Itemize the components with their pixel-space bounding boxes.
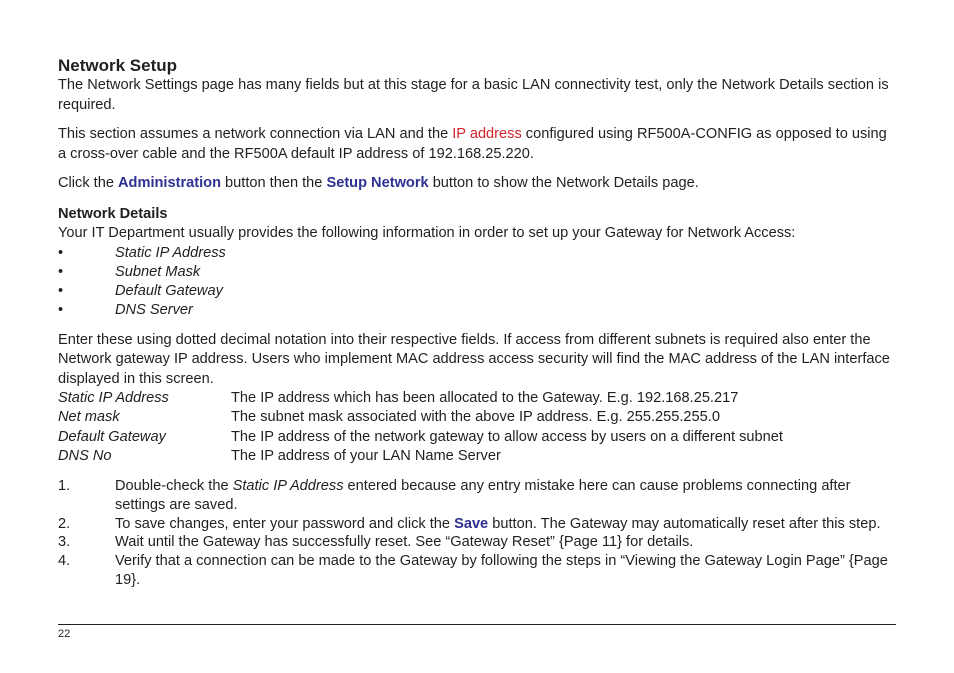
click-text-middle: button then the: [220, 175, 327, 191]
step-text: Verify that a connection can be made to the Gateway by following the steps in “Viewing the Gateway Login Page” {Page 19}.: [115, 553, 888, 588]
list-item: [58, 477, 898, 515]
bullet-text: Static IP Address: [115, 244, 226, 261]
bullet-text: DNS Server: [115, 302, 193, 319]
step-text: Wait until the Gateway has successfully reset. See “Gateway Reset” {Page 11} for details.: [115, 534, 694, 551]
click-paragraph: [58, 174, 898, 194]
section-heading: Network Setup: [58, 56, 178, 75]
step-number: 4.: [58, 553, 71, 570]
document-page: [58, 56, 898, 590]
step-number: 1.: [58, 478, 71, 494]
click-text-after: button to show the Network Details page.: [428, 175, 699, 191]
list-item: [58, 244, 898, 263]
step-emphasis: Static IP Address: [232, 478, 344, 494]
bullet-icon: •: [58, 244, 64, 261]
details-intro: Your IT Department usually provides the following information in order to set up your Gateway for Network Access:: [58, 225, 796, 241]
bullet-icon: •: [58, 302, 64, 319]
bullet-text: Default Gateway: [115, 283, 223, 300]
bullet-text: Subnet Mask: [115, 263, 201, 280]
list-item: [58, 263, 898, 282]
definition-term: Static IP Address: [58, 390, 169, 407]
bullet-icon: •: [58, 283, 64, 300]
step-number: 3.: [58, 534, 71, 551]
notation-paragraph: Enter these using dotted decimal notation into their respective fields. If access from different subnets is required also enter the Network gateway IP address. Users who implement MAC address access security will find the MAC address of the LAN interface displayed in this screen.: [58, 331, 890, 387]
footer-divider: [58, 624, 896, 625]
ip-address-link[interactable]: IP address: [452, 126, 522, 142]
table-row: [58, 447, 783, 466]
definition-desc: The IP address of your LAN Name Server: [231, 447, 501, 464]
definition-desc: The IP address of the network gateway to allow access by users on a different subnet: [231, 428, 783, 445]
list-item: [58, 515, 898, 534]
step-text: entered because any entry mistake here can cause problems connecting after settings are saved.: [115, 478, 851, 513]
step-text: To save changes, enter your password and click the: [115, 515, 455, 532]
definition-term: DNS No: [58, 447, 112, 464]
definition-desc: The IP address which has been allocated to the Gateway. E.g. 192.168.25.217: [231, 390, 739, 407]
list-item: [58, 301, 898, 320]
definition-term: Default Gateway: [58, 428, 166, 445]
lan-paragraph: [58, 125, 898, 164]
page-number: 22: [58, 628, 71, 640]
lan-text-after: configured using RF500A-CONFIG as opposed to using a cross-over cable and the RF500A default IP address of 192.168.25.220.: [58, 126, 887, 162]
definitions-table: [58, 389, 783, 466]
step-text: button. The Gateway may automatically reset after this step.: [488, 515, 881, 532]
steps-list: [58, 477, 898, 590]
lan-text-before: This section assumes a network connection via LAN and the: [58, 126, 453, 142]
details-bullet-list: [58, 244, 898, 321]
setup-network-link[interactable]: Setup Network: [326, 175, 429, 191]
definition-term: Net mask: [58, 409, 120, 426]
table-row: [58, 389, 783, 408]
click-text-before: Click the: [58, 175, 119, 191]
administration-link[interactable]: Administration: [118, 175, 221, 191]
step-number: 2.: [58, 515, 71, 532]
definition-desc: The subnet mask associated with the above IP address. E.g. 255.255.255.0: [231, 409, 720, 426]
list-item: [58, 552, 898, 590]
network-details-heading: Network Details: [58, 205, 168, 222]
table-row: [58, 428, 783, 447]
bullet-icon: •: [58, 263, 64, 280]
table-row: [58, 408, 783, 427]
save-link[interactable]: Save: [454, 515, 489, 532]
step-text: Double-check the: [115, 478, 233, 494]
list-item: [58, 533, 898, 552]
intro-paragraph: The Network Settings page has many fields but at this stage for a basic LAN connectivity test, only the Network Details section is required.: [58, 77, 889, 113]
list-item: [58, 282, 898, 301]
